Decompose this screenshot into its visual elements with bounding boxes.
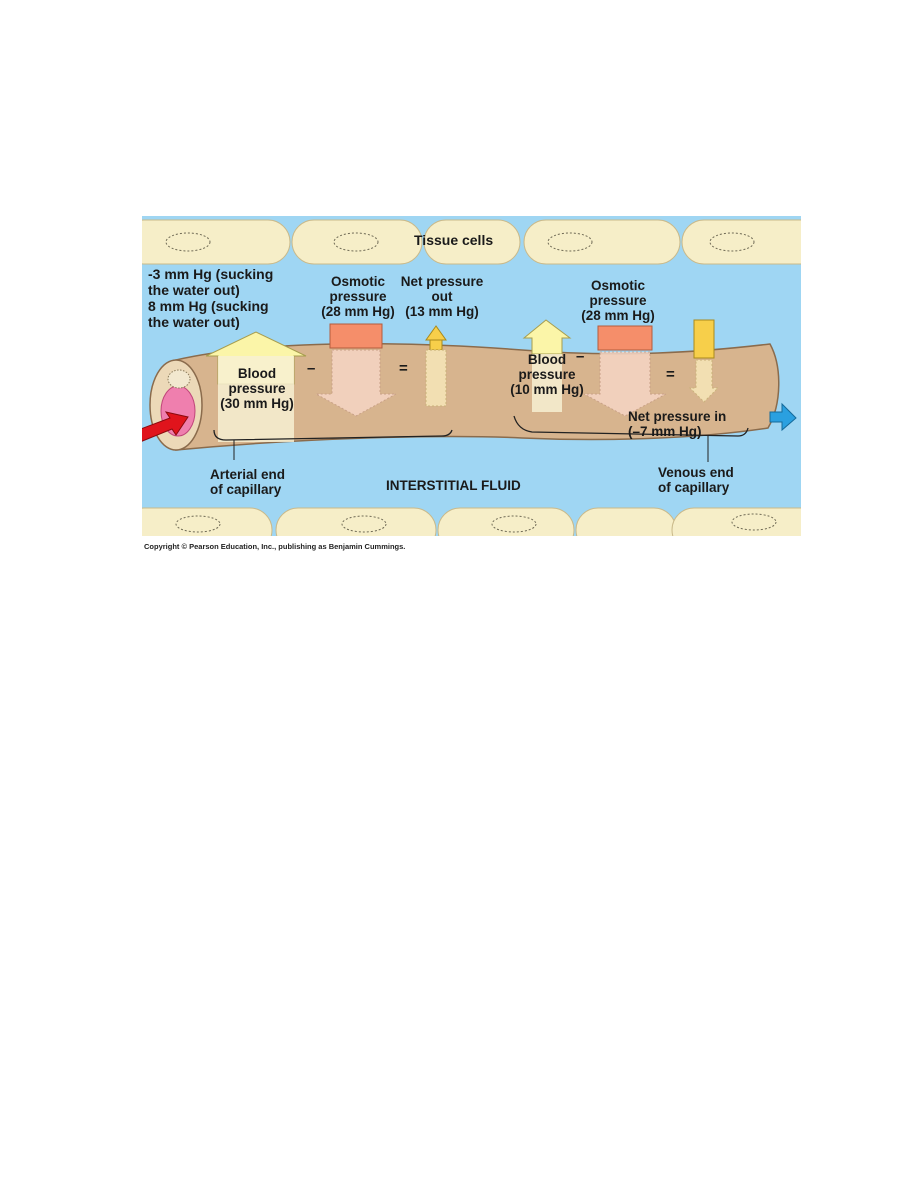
venous-osmotic-label: Osmotic pressure (28 mm Hg) xyxy=(581,278,655,323)
copyright-notice: Copyright © Pearson Education, Inc., publishing as Benjamin Cummings. xyxy=(144,542,406,551)
tissue-cell xyxy=(672,508,801,536)
side-note: -3 mm Hg (sucking the water out) 8 mm Hg (sucking the water out) xyxy=(148,266,274,330)
tissue-cell xyxy=(292,220,422,264)
venous-end-label: Venous end of capillary xyxy=(658,465,734,495)
arterial-end-label: Arterial end of capillary xyxy=(210,467,286,497)
arterial-blood-pressure-label: Blood pressure (30 mm Hg) xyxy=(220,366,294,411)
tissue-cells-bottom xyxy=(142,508,801,536)
arterial-osmotic-label: Osmotic pressure (28 mm Hg) xyxy=(321,274,395,319)
venous-blood-pressure-arrow xyxy=(524,320,570,354)
arterial-equals-sign: = xyxy=(399,360,408,377)
tissue-cell xyxy=(682,220,801,264)
arterial-net-pressure-body xyxy=(426,350,446,406)
interstitial-fluid-label: INTERSTITIAL FLUID xyxy=(386,478,521,493)
tissue-cell xyxy=(142,220,290,264)
arterial-minus-sign: – xyxy=(307,360,316,377)
tissue-cells-label: Tissue cells xyxy=(414,232,494,248)
venous-blood-pressure-label: Blood pressure (10 mm Hg) xyxy=(510,352,584,397)
arterial-net-pressure-arrow xyxy=(426,326,446,340)
arterial-osmotic-bar xyxy=(330,324,382,348)
blood-cell xyxy=(168,370,190,388)
venous-equals-sign: = xyxy=(666,366,675,383)
arterial-net-pressure-bar xyxy=(430,340,442,350)
capillary-exchange-diagram xyxy=(142,216,801,536)
tissue-cell xyxy=(524,220,680,264)
venous-net-pressure-label: Net pressure in (–7 mm Hg) xyxy=(628,409,727,439)
venous-osmotic-bar xyxy=(598,326,652,350)
arterial-net-pressure-label: Net pressure out (13 mm Hg) xyxy=(400,274,484,319)
venous-minus-sign: – xyxy=(576,348,585,365)
venous-net-pressure-bar xyxy=(694,320,714,358)
tissue-cell xyxy=(142,508,272,536)
tissue-cell xyxy=(576,508,676,536)
